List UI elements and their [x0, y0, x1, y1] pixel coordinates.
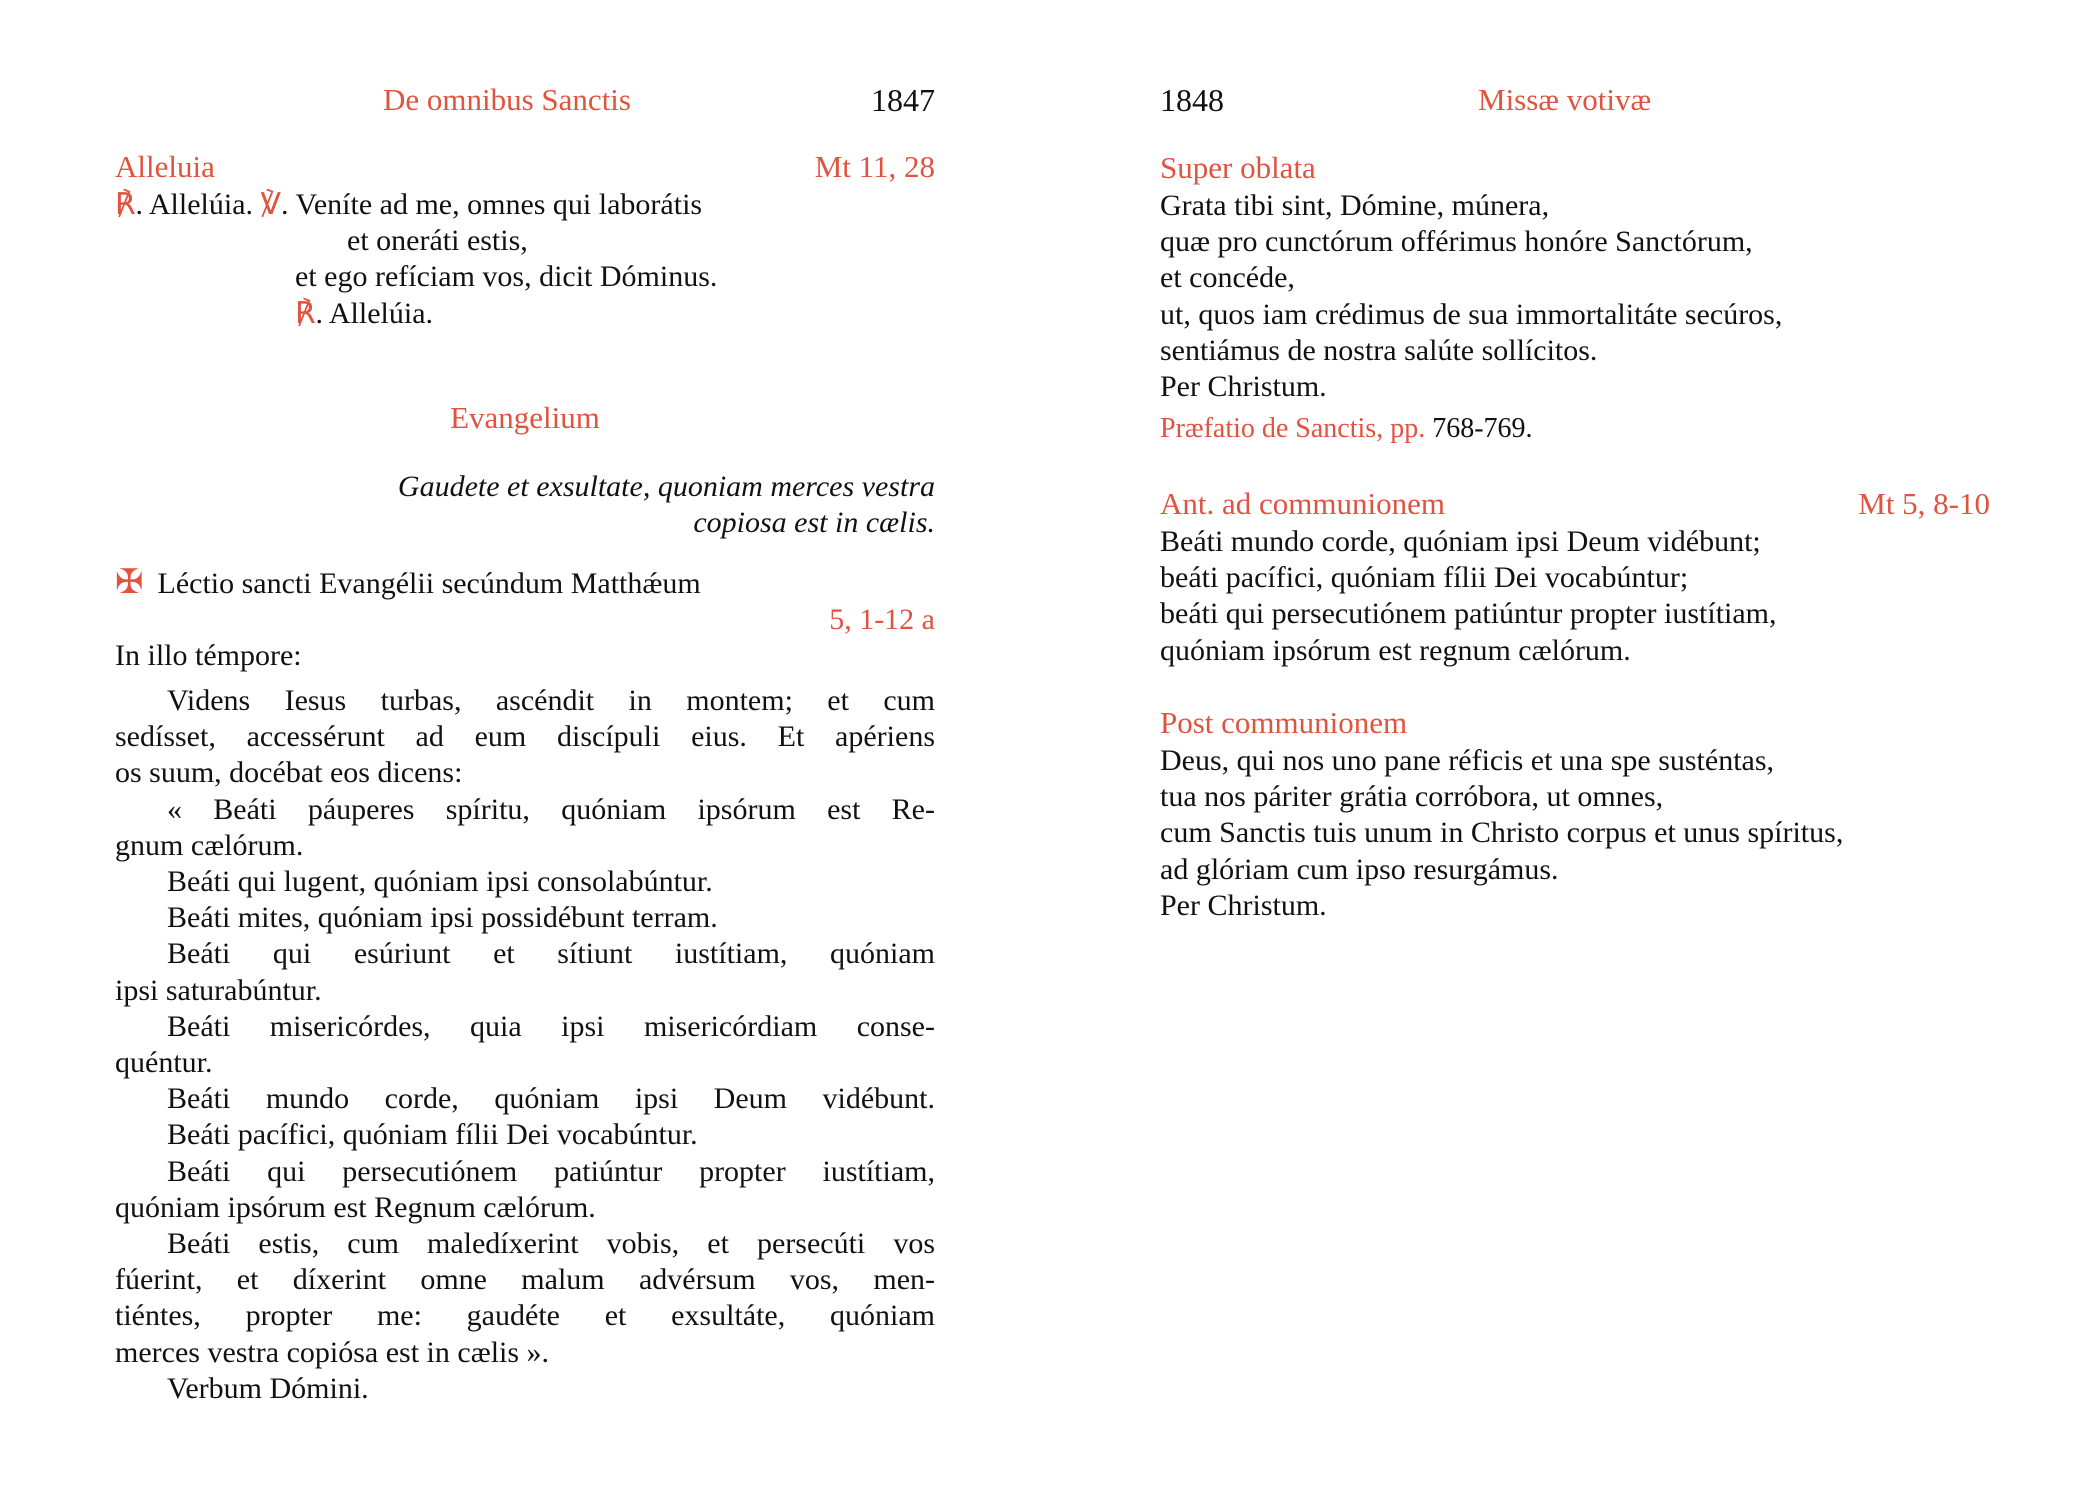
post-communionem-heading: Post communionem — [1160, 705, 1408, 740]
text-line: Beáti estis, cum maledíxerint vobis, et persecúti vos — [167, 1227, 935, 1261]
alleluia-line — [115, 187, 935, 223]
section-heading — [115, 147, 935, 187]
text-line: quéntur. — [115, 1046, 213, 1080]
left-page — [115, 0, 935, 1500]
text-line: Beáti misericórdes, quia ipsi misericórdiam conse- — [167, 1009, 935, 1043]
text-line: Verbum Dómini. — [167, 1371, 369, 1405]
verse-text: . Veníte ad me, omnes qui laborátis — [281, 188, 703, 221]
super-oblata-heading: Super oblata — [1160, 150, 1316, 185]
running-header — [115, 78, 935, 128]
motto-line: Gaudete et exsultate, quoniam merces vestra — [397, 470, 935, 503]
text-line: beáti qui persecutiónem patiúntur propter iustítiam, — [1160, 597, 1777, 631]
text-line: Beáti qui persecutiónem patiúntur propter iustítiam, — [167, 1154, 935, 1188]
text-line: cum Sanctis tuis unum in Christo corpus et unus spíritus, — [1160, 816, 1844, 850]
text-line: ipsi saturabúntur. — [115, 973, 322, 1007]
text-line: beáti pacífici, quóniam fílii Dei vocabúntur; — [1160, 561, 1689, 595]
running-title: Missæ votivæ — [1478, 82, 1652, 117]
page-number: 1848 — [1160, 82, 1224, 118]
alleluia-response-line — [115, 296, 935, 332]
evangelium-heading: Evangelium — [450, 400, 600, 435]
super-oblata-text — [1160, 188, 1990, 405]
cross-icon: ✠ — [115, 564, 144, 601]
lectio-block — [115, 565, 935, 675]
prefatio-label: Præfatio de Sanctis, pp. — [1160, 413, 1426, 445]
verse-line: et ego refíciam vos, dicit Dóminus. — [295, 260, 718, 294]
text-line: Per Christum. — [1160, 888, 1327, 922]
text-line: Beáti pacífici, quóniam fílii Dei vocabúntur. — [167, 1118, 698, 1152]
text-line: quóniam ipsórum est regnum cælórum. — [1160, 633, 1631, 667]
communio-reference: Mt 5, 8-10 — [1858, 486, 1990, 521]
text-line: os suum, docébat eos dicens: — [115, 756, 463, 790]
text-line: fúerint, et díxerint omne malum advérsum vos, men- — [115, 1263, 935, 1297]
versicle-symbol: ℣ — [260, 188, 282, 221]
text-line: Beáti mundo corde, quóniam ipsi Deum vidébunt; — [1160, 525, 1761, 558]
response-symbol: ℟ — [295, 296, 316, 330]
super-oblata-section — [1160, 148, 1990, 447]
text-line: quóniam ipsórum est Regnum cælórum. — [115, 1190, 596, 1224]
post-communionem-text — [1160, 743, 1990, 924]
right-page — [1160, 0, 1990, 1500]
communio-text — [1160, 524, 1990, 669]
section-heading — [1160, 484, 1990, 524]
alleluia-heading: Alleluia — [115, 149, 215, 184]
text-line: Grata tibi sint, Dómine, múnera, — [1160, 189, 1550, 222]
text-line: et concéde, — [1160, 261, 1295, 295]
prefatio-line — [1160, 411, 1990, 447]
alleluia-section — [115, 147, 935, 332]
post-communionem-section — [1160, 703, 1990, 924]
text-line: Beáti mites, quóniam ipsi possidébunt terram. — [167, 901, 718, 935]
text-line: ut, quos iam crédimus de sua immortalitáte secúros, — [1160, 297, 1783, 331]
prefatio-pages: 768-769. — [1432, 413, 1533, 445]
text-line: tua nos páriter grátia corróbora, ut omnes, — [1160, 780, 1664, 814]
text-line: Per Christum. — [1160, 370, 1327, 404]
response-symbol: ℟ — [115, 188, 136, 221]
text-line: Beáti mundo corde, quóniam ipsi Deum vidébunt. — [167, 1082, 935, 1116]
intro-line: In illo témpore: — [115, 639, 302, 673]
text-line: Deus, qui nos uno pane réficis et una spe susténtas, — [1160, 744, 1775, 777]
evangelium-motto — [115, 469, 935, 541]
lectio-text: Léctio sancti Evangélii secúndum Matthǽum — [157, 567, 701, 600]
text-line: merces vestra copiósa est in cælis ». — [115, 1335, 550, 1369]
evangelium-section — [115, 398, 935, 438]
communio-section — [1160, 484, 1990, 669]
text-line: Videns Iesus turbas, ascéndit in montem; et cum — [167, 684, 935, 717]
text-line: Beáti qui esúriunt et sítiunt iustítiam, quóniam — [167, 937, 935, 971]
verse-line: et oneráti estis, — [347, 224, 528, 258]
alleluia-text: . Allelúia. — [135, 188, 254, 221]
gospel-body — [115, 683, 935, 1407]
running-header — [1160, 78, 1990, 128]
running-title: De omnibus Sanctis — [383, 82, 631, 117]
motto-line: copiosa est in cælis. — [693, 506, 935, 540]
page-number: 1847 — [871, 82, 935, 118]
text-line: Beáti qui lugent, quóniam ipsi consolabúntur. — [167, 865, 713, 899]
lectio-title — [115, 565, 935, 602]
text-line: gnum cælórum. — [115, 828, 304, 862]
text-line: ad glóriam cum ipso resurgámus. — [1160, 852, 1559, 886]
text-line: quæ pro cunctórum offérimus honóre Sanctórum, — [1160, 225, 1753, 259]
communio-heading: Ant. ad communionem — [1160, 486, 1445, 521]
alleluia-reference: Mt 11, 28 — [814, 149, 935, 184]
text-line: sedísset, accessérunt ad eum discípuli eius. Et apériens — [115, 720, 935, 754]
text-line: « Beáti páuperes spíritu, quóniam ipsórum est Re- — [167, 792, 935, 826]
evangelium-reference: 5, 1-12 a — [829, 603, 935, 637]
text-line: sentiámus de nostra salúte sollícitos. — [1160, 333, 1598, 367]
text-line: tiéntes, propter me: gaudéte et exsultáte, quóniam — [115, 1299, 935, 1333]
alleluia-text: . Allelúia. — [315, 296, 434, 330]
